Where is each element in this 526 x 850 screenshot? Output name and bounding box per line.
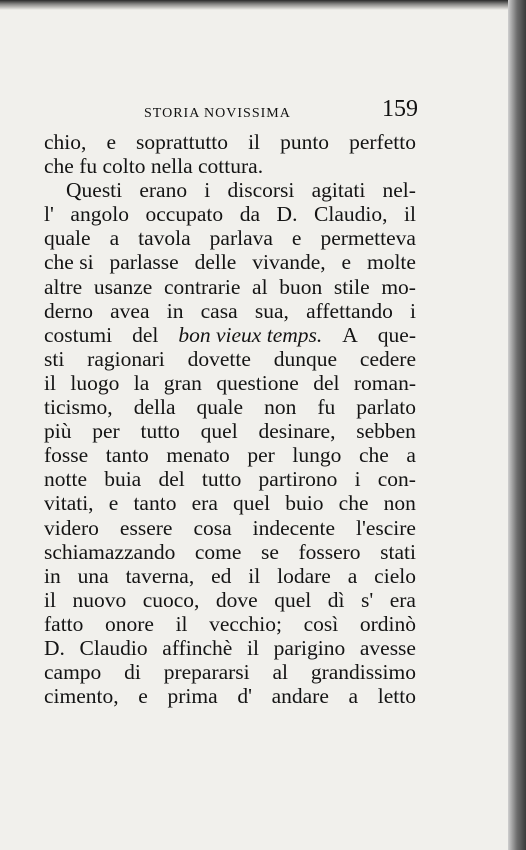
word: cedere	[359, 346, 416, 371]
word: quel	[274, 587, 312, 612]
word: vivande,	[252, 250, 326, 275]
word: il	[175, 611, 188, 636]
word: che	[358, 443, 389, 468]
word: quale	[196, 395, 244, 420]
text-line	[44, 660, 416, 684]
word: contrarie	[163, 274, 241, 299]
word: e	[341, 250, 352, 275]
word: luogo	[70, 370, 120, 395]
text-line	[44, 154, 416, 178]
word: letto	[377, 684, 416, 709]
word: era	[389, 587, 416, 612]
word: agitati	[311, 178, 366, 203]
word: non	[383, 491, 416, 516]
word: cimento,	[44, 684, 119, 709]
word: quel	[233, 491, 271, 516]
word: delle	[194, 250, 237, 275]
word: avesse	[359, 635, 416, 660]
word: casa	[200, 298, 238, 323]
word: derno	[44, 298, 93, 323]
word: tutto	[201, 467, 242, 492]
word: il	[246, 635, 259, 660]
word: stati	[380, 539, 416, 564]
word: a	[348, 684, 359, 709]
word: avea	[110, 298, 150, 323]
word: punto	[280, 130, 330, 154]
text-line	[44, 178, 416, 202]
word: perfetto	[349, 130, 416, 154]
word: e	[291, 226, 302, 251]
word: fu	[317, 395, 336, 420]
word: molte	[366, 250, 416, 275]
word: questione	[216, 370, 299, 395]
text-line	[44, 443, 416, 467]
word: l'escire	[355, 515, 416, 540]
word: cielo	[374, 563, 416, 588]
word: fosse	[44, 443, 89, 468]
word: A	[342, 322, 358, 347]
word: del	[132, 322, 159, 347]
word: ordinò	[359, 611, 416, 636]
word: i	[204, 178, 211, 203]
word: tanto	[105, 443, 149, 468]
word: che	[338, 491, 369, 516]
word: Questi	[66, 178, 123, 203]
word: nuovo	[72, 587, 127, 612]
word: Claudio	[79, 635, 148, 660]
word: da	[239, 202, 260, 227]
word: il	[44, 587, 56, 612]
word: grandissimo	[310, 660, 416, 685]
word: nel-	[382, 178, 416, 203]
word: altre	[44, 274, 83, 299]
word: fossero	[298, 539, 361, 564]
page-edge-shadow	[508, 0, 526, 850]
word: stile	[333, 274, 370, 299]
word: sti	[44, 346, 65, 371]
word: tutto	[140, 419, 180, 444]
word: quale	[44, 226, 91, 251]
text-line	[44, 564, 416, 588]
text-line	[44, 516, 416, 540]
word: dove	[215, 587, 258, 612]
word: roman-	[353, 370, 416, 395]
word: tavola	[138, 226, 191, 251]
word: e	[138, 684, 148, 709]
text-line	[44, 684, 416, 708]
word: i	[410, 298, 416, 323]
word: angolo	[70, 202, 129, 227]
page-number: 159	[382, 96, 418, 122]
word: erano	[139, 178, 188, 203]
word: desinare,	[258, 419, 336, 444]
word: affinchè	[162, 635, 233, 660]
word: prima	[167, 684, 218, 709]
word: prepararsi	[163, 660, 250, 685]
word: e	[108, 491, 119, 516]
word: la	[133, 370, 150, 395]
text-line	[44, 226, 416, 250]
word: di	[124, 660, 141, 685]
word: in	[166, 298, 184, 323]
word: ragionari	[87, 346, 165, 371]
word: schiamazzando	[44, 539, 176, 564]
word: il	[248, 563, 261, 588]
word: mo-	[381, 274, 416, 299]
word: affettando	[306, 298, 393, 323]
word: D.	[276, 202, 298, 227]
word: il	[248, 130, 261, 154]
word: dunque	[273, 346, 338, 371]
word: come	[194, 539, 242, 564]
text-line	[44, 275, 416, 299]
word: partirono	[258, 467, 338, 492]
word: così	[303, 611, 339, 636]
word: e	[106, 130, 116, 154]
word: ed	[211, 563, 232, 588]
word: chio,	[44, 130, 87, 154]
word: del	[313, 370, 340, 395]
word: ticismo,	[44, 395, 113, 420]
word: onore	[105, 611, 154, 636]
word: indecente	[252, 515, 335, 540]
text-line	[44, 299, 416, 323]
text-line	[44, 250, 416, 274]
running-head: STORIA NOVISSIMA	[144, 106, 291, 121]
text-line	[44, 612, 416, 636]
word: cosa	[193, 515, 232, 540]
word: sebben	[356, 419, 416, 444]
word: tanto	[133, 491, 177, 516]
word: fatto	[44, 611, 84, 636]
word: se	[260, 539, 279, 564]
word: dì	[327, 587, 345, 612]
word: usanze	[93, 274, 153, 299]
word: più	[44, 419, 72, 444]
word: a	[406, 443, 416, 468]
word: buio	[285, 491, 324, 516]
word: menato	[166, 443, 230, 468]
word: in	[44, 563, 61, 588]
word: d'	[237, 684, 252, 709]
word: notte	[44, 467, 87, 492]
word: bon vieux temps.	[178, 322, 323, 347]
word: occupato	[145, 202, 224, 227]
word: que-	[377, 322, 416, 347]
word: quel	[200, 419, 238, 444]
text-line	[44, 323, 416, 347]
word: al	[272, 660, 289, 685]
scan-top-shadow	[0, 0, 526, 10]
word: vecchio;	[209, 611, 282, 636]
word: parigino	[273, 635, 346, 660]
word: D.	[44, 635, 65, 660]
page-header	[42, 96, 418, 126]
text-line	[44, 419, 416, 443]
word: s'	[360, 587, 374, 612]
word: sua,	[254, 298, 289, 323]
text-line	[44, 467, 416, 491]
word: parlato	[356, 395, 416, 420]
word: a	[109, 226, 120, 251]
word: con-	[377, 467, 416, 492]
word: l'	[44, 202, 54, 227]
word: che fu colto nella cottura.	[44, 154, 264, 179]
word: discorsi	[227, 178, 295, 203]
word: era	[191, 491, 218, 516]
text-line	[44, 202, 416, 226]
word: cuoco,	[142, 587, 200, 612]
word: soprattutto	[136, 130, 229, 154]
word: videro	[44, 515, 99, 540]
word: che si	[44, 250, 94, 275]
word: andare	[271, 684, 329, 709]
word: taverna,	[125, 563, 195, 588]
word: per	[247, 443, 275, 468]
word: i	[354, 467, 361, 492]
word: il	[404, 202, 416, 227]
word: gran	[163, 370, 202, 395]
text-line	[44, 371, 416, 395]
word: a	[347, 563, 358, 588]
word: dovette	[187, 346, 251, 371]
text-line	[44, 130, 416, 154]
word: vitati,	[44, 491, 94, 516]
word: Claudio,	[314, 202, 388, 227]
word: per	[92, 419, 120, 444]
word: del	[158, 467, 185, 492]
word: lodare	[277, 563, 331, 588]
word: parlava	[209, 226, 273, 251]
text-line	[44, 347, 416, 371]
word: una	[77, 563, 109, 588]
word: al	[252, 274, 268, 299]
text-line	[44, 588, 416, 612]
word: buon	[279, 274, 323, 299]
word: il	[44, 370, 56, 395]
word: essere	[119, 515, 173, 540]
word: buia	[104, 467, 142, 492]
text-line	[44, 540, 416, 564]
text-line	[44, 491, 416, 515]
body-text	[44, 130, 416, 708]
word: campo	[44, 660, 102, 685]
word: parlasse	[109, 250, 179, 275]
word: non	[264, 395, 297, 420]
text-line	[44, 395, 416, 419]
word: permetteva	[320, 226, 416, 251]
word: della	[133, 395, 176, 420]
word: costumi	[44, 322, 113, 347]
word: lungo	[292, 443, 342, 468]
text-line	[44, 636, 416, 660]
